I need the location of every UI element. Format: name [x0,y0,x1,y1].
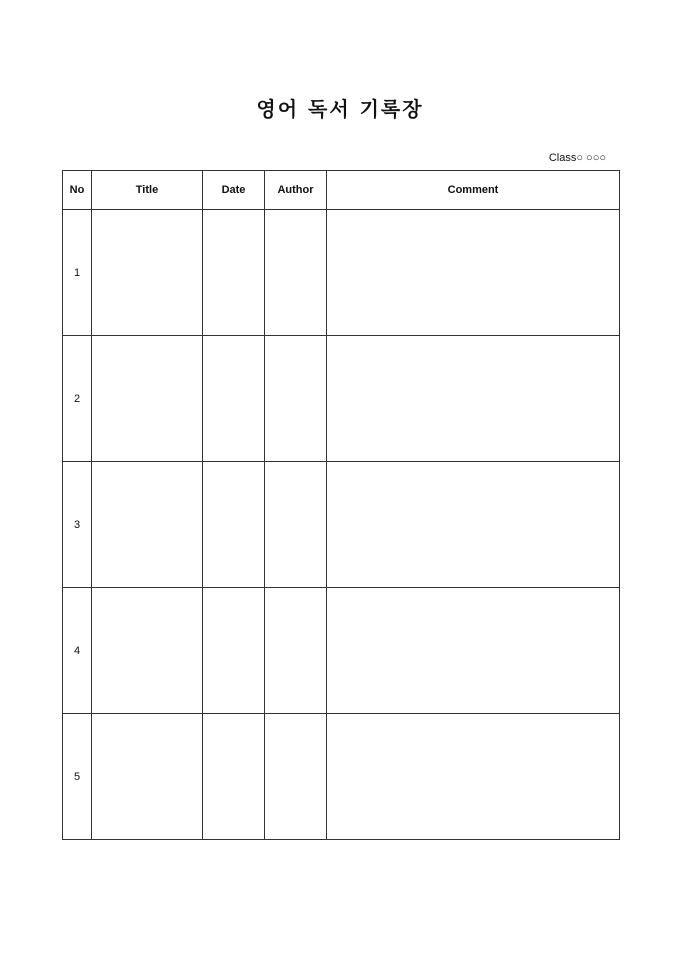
header-title: Title [92,171,203,210]
table-row [63,336,620,462]
class-info [549,152,606,164]
table-row [63,714,620,840]
header-comment: Comment [327,171,620,210]
author-cell[interactable] [265,588,327,714]
title-cell[interactable] [92,336,203,462]
row-number: 4 [63,588,92,714]
comment-cell[interactable] [327,336,620,462]
comment-cell[interactable] [327,588,620,714]
date-cell[interactable] [203,462,265,588]
comment-cell[interactable] [327,462,620,588]
date-cell[interactable] [203,714,265,840]
reading-log-table [62,170,620,840]
comment-cell[interactable] [327,210,620,336]
row-number: 3 [63,462,92,588]
row-number: 1 [63,210,92,336]
date-cell[interactable] [203,588,265,714]
title-cell[interactable] [92,462,203,588]
comment-cell[interactable] [327,714,620,840]
table-row [63,462,620,588]
date-cell[interactable] [203,210,265,336]
author-cell[interactable] [265,714,327,840]
class-label: Class [548,152,577,164]
title-cell[interactable] [92,714,203,840]
row-number: 5 [63,714,92,840]
row-number: 2 [63,336,92,462]
author-cell[interactable] [265,336,327,462]
header-row [63,171,620,210]
date-cell[interactable] [203,336,265,462]
header-no: No [63,171,92,210]
title-cell[interactable] [92,588,203,714]
table-row [63,588,620,714]
header-date: Date [203,171,265,210]
author-cell[interactable] [265,210,327,336]
author-cell[interactable] [265,462,327,588]
table-row [63,210,620,336]
header-author: Author [265,171,327,210]
class-value: ○ ○○○ [576,152,606,164]
title-cell[interactable] [92,210,203,336]
document-title: 영어 독서 기록장 [256,97,424,121]
